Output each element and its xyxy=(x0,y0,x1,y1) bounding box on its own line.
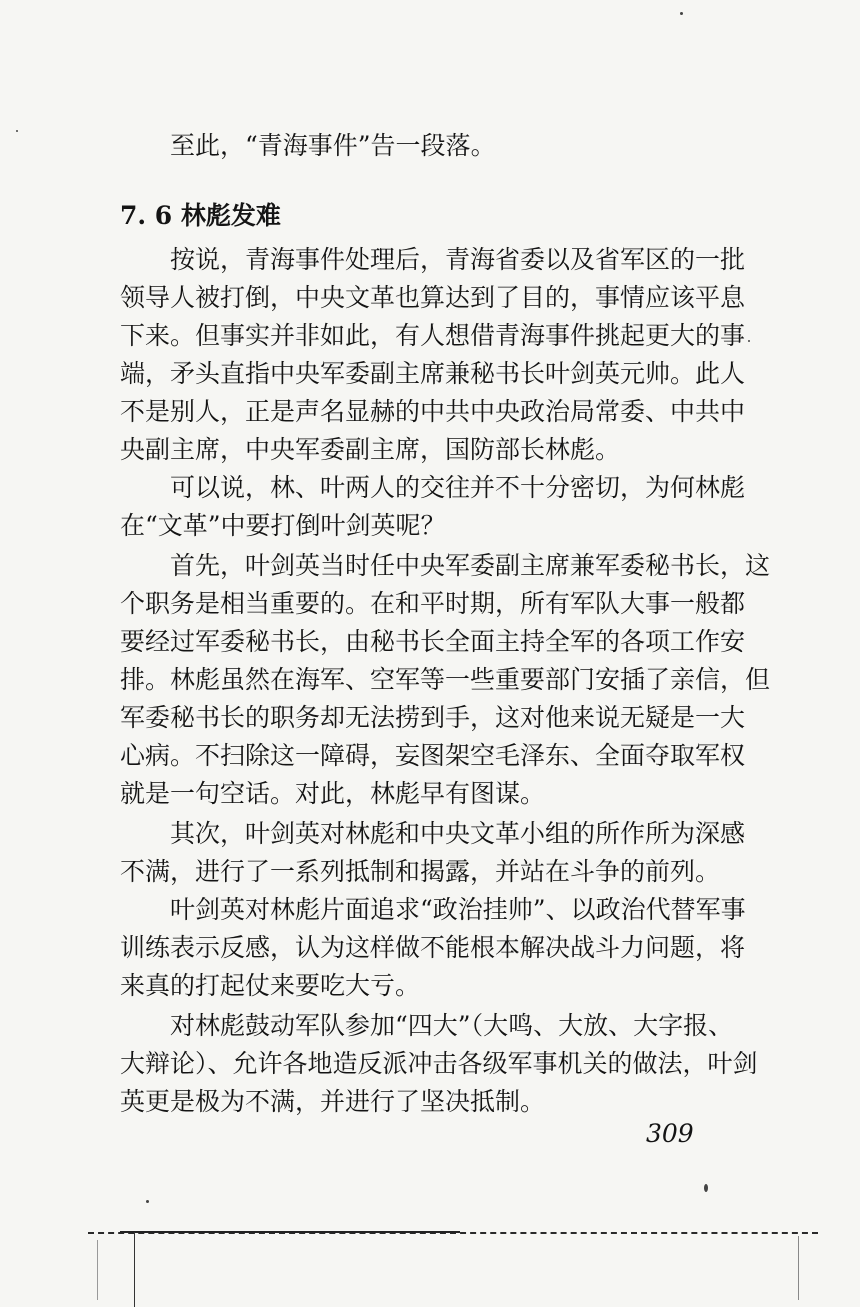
text-line: 对林彪鼓动军队参加“四大”（大鸣、大放、大字报、 xyxy=(170,1011,734,1040)
scan-speck xyxy=(704,1184,708,1192)
text-line: 在“文革”中要打倒叶剑英呢？ xyxy=(120,511,446,540)
margin-line-right xyxy=(798,1236,799,1300)
margin-line-left xyxy=(134,1232,135,1307)
text-line: 不是别人，正是声名显赫的中共中央政治局常委、中共中 xyxy=(120,397,746,426)
text-line: 军委秘书长的职务却无法捞到手，这对他来说无疑是一大 xyxy=(120,703,746,732)
text-line: 就是一句空话。对此，林彪早有图谋。 xyxy=(120,779,546,808)
text-line: 不满，进行了一系列抵制和揭露，并站在斗争的前列。 xyxy=(120,857,721,886)
margin-line-faint xyxy=(97,1240,98,1300)
text-line: 可以说，林、叶两人的交往并不十分密切，为何林彪 xyxy=(170,473,746,502)
text-line: 排。林彪虽然在海军、空军等一些重要部门安插了亲信，但 xyxy=(120,665,771,694)
text-line: 个职务是相当重要的。在和平时期，所有军队大事一般都 xyxy=(120,589,746,618)
scan-speck xyxy=(16,130,18,132)
text-line: 按说，青海事件处理后，青海省委以及省军区的一批 xyxy=(170,245,746,274)
text-line: 端，矛头直指中央军委副主席兼秘书长叶剑英元帅。此人 xyxy=(120,359,746,388)
text-line: 英更是极为不满，并进行了坚决抵制。 xyxy=(120,1087,546,1116)
bottom-rule-solid xyxy=(120,1231,460,1233)
text-line: 心病。不扫除这一障碍，妄图架空毛泽东、全面夺取军权 xyxy=(120,741,746,770)
text-line: 大辩论）、允许各地造反派冲击各级军事机关的做法，叶剑 xyxy=(120,1049,758,1078)
scan-speck xyxy=(680,12,683,15)
text-line: 首先，叶剑英当时任中央军委副主席兼军委秘书长，这 xyxy=(170,551,771,580)
text-line: 领导人被打倒，中央文革也算达到了目的，事情应该平息 xyxy=(120,283,746,312)
section-heading: 7. 6 林彪发难 xyxy=(120,201,281,230)
text-line: 叶剑英对林彪片面追求“政治挂帅”、以政治代替军事 xyxy=(170,895,746,924)
text-line: 央副主席，中央军委副主席，国防部长林彪。 xyxy=(120,435,621,464)
text-line: 训练表示反感，认为这样做不能根本解决战斗力问题，将 xyxy=(120,933,746,962)
text-line: 要经过军委秘书长，由秘书长全面主持全军的各项工作安 xyxy=(120,627,746,656)
intro-line: 至此，“青海事件”告一段落。 xyxy=(170,131,496,160)
scan-speck xyxy=(146,1200,149,1203)
text-line: 下来。但事实并非如此，有人想借青海事件挑起更大的事 xyxy=(120,321,746,350)
text-line: 来真的打起仗来要吃大亏。 xyxy=(120,971,421,1000)
text-line: 其次，叶剑英对林彪和中央文革小组的所作所为深感 xyxy=(170,819,746,848)
scan-speck xyxy=(748,340,750,342)
page-number: 309 xyxy=(646,1119,694,1148)
